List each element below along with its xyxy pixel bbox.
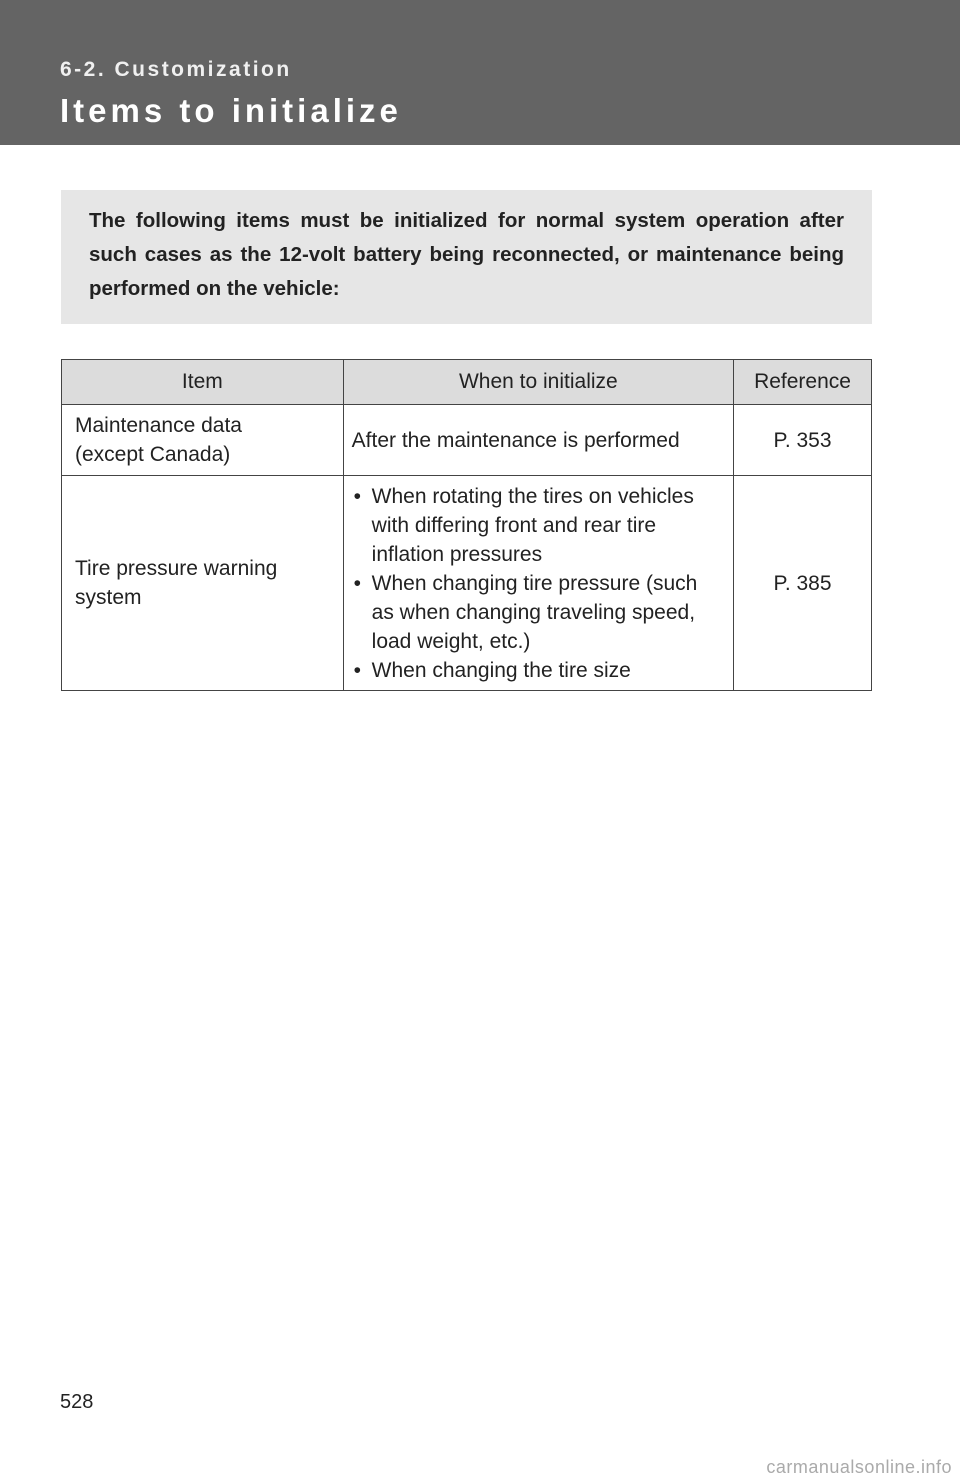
column-header-item: Item bbox=[62, 360, 344, 405]
section-heading: 6-2. Customization bbox=[60, 58, 292, 81]
watermark: carmanualsonline.info bbox=[766, 1457, 952, 1477]
list-item bbox=[352, 656, 725, 685]
list-item-text: When changing the tire size bbox=[371, 658, 631, 682]
page-title: Items to initialize bbox=[60, 92, 402, 129]
bullet-icon: • bbox=[353, 484, 362, 508]
list-item bbox=[352, 482, 725, 569]
when-cell: After the maintenance is performed bbox=[343, 405, 733, 476]
reference-cell: P. 385 bbox=[734, 476, 872, 691]
item-line: (except Canada) bbox=[75, 443, 231, 466]
item-line: Maintenance data bbox=[75, 414, 242, 437]
column-header-when: When to initialize bbox=[343, 360, 733, 405]
when-cell bbox=[343, 476, 733, 691]
column-header-reference: Reference bbox=[734, 360, 872, 405]
intro-box bbox=[61, 190, 872, 324]
bullet-icon: • bbox=[353, 658, 362, 682]
list-item-text: When changing tire pressure (such as when changing traveling speed, load weight, etc.) bbox=[371, 571, 698, 653]
list-item-text: When rotating the tires on vehicles with differing front and rear tire inflation pressures bbox=[371, 484, 694, 566]
page-number: 528 bbox=[60, 1391, 94, 1413]
page-header bbox=[0, 0, 960, 145]
list-item bbox=[352, 569, 725, 656]
item-line: system bbox=[75, 586, 142, 609]
intro-text: The following items must be initialized for normal system operation after such cases as the 12-volt battery being reconnected, or maintenance being performed on the vehicle: bbox=[89, 209, 844, 300]
when-bullet-list bbox=[352, 482, 725, 685]
item-cell bbox=[62, 476, 344, 691]
table-row bbox=[62, 405, 872, 476]
bullet-icon: • bbox=[353, 571, 362, 595]
items-table bbox=[61, 359, 872, 691]
item-line: Tire pressure warning bbox=[75, 557, 278, 580]
table-row bbox=[62, 476, 872, 691]
table-header-row bbox=[62, 360, 872, 405]
reference-cell: P. 353 bbox=[734, 405, 872, 476]
item-cell bbox=[62, 405, 344, 476]
